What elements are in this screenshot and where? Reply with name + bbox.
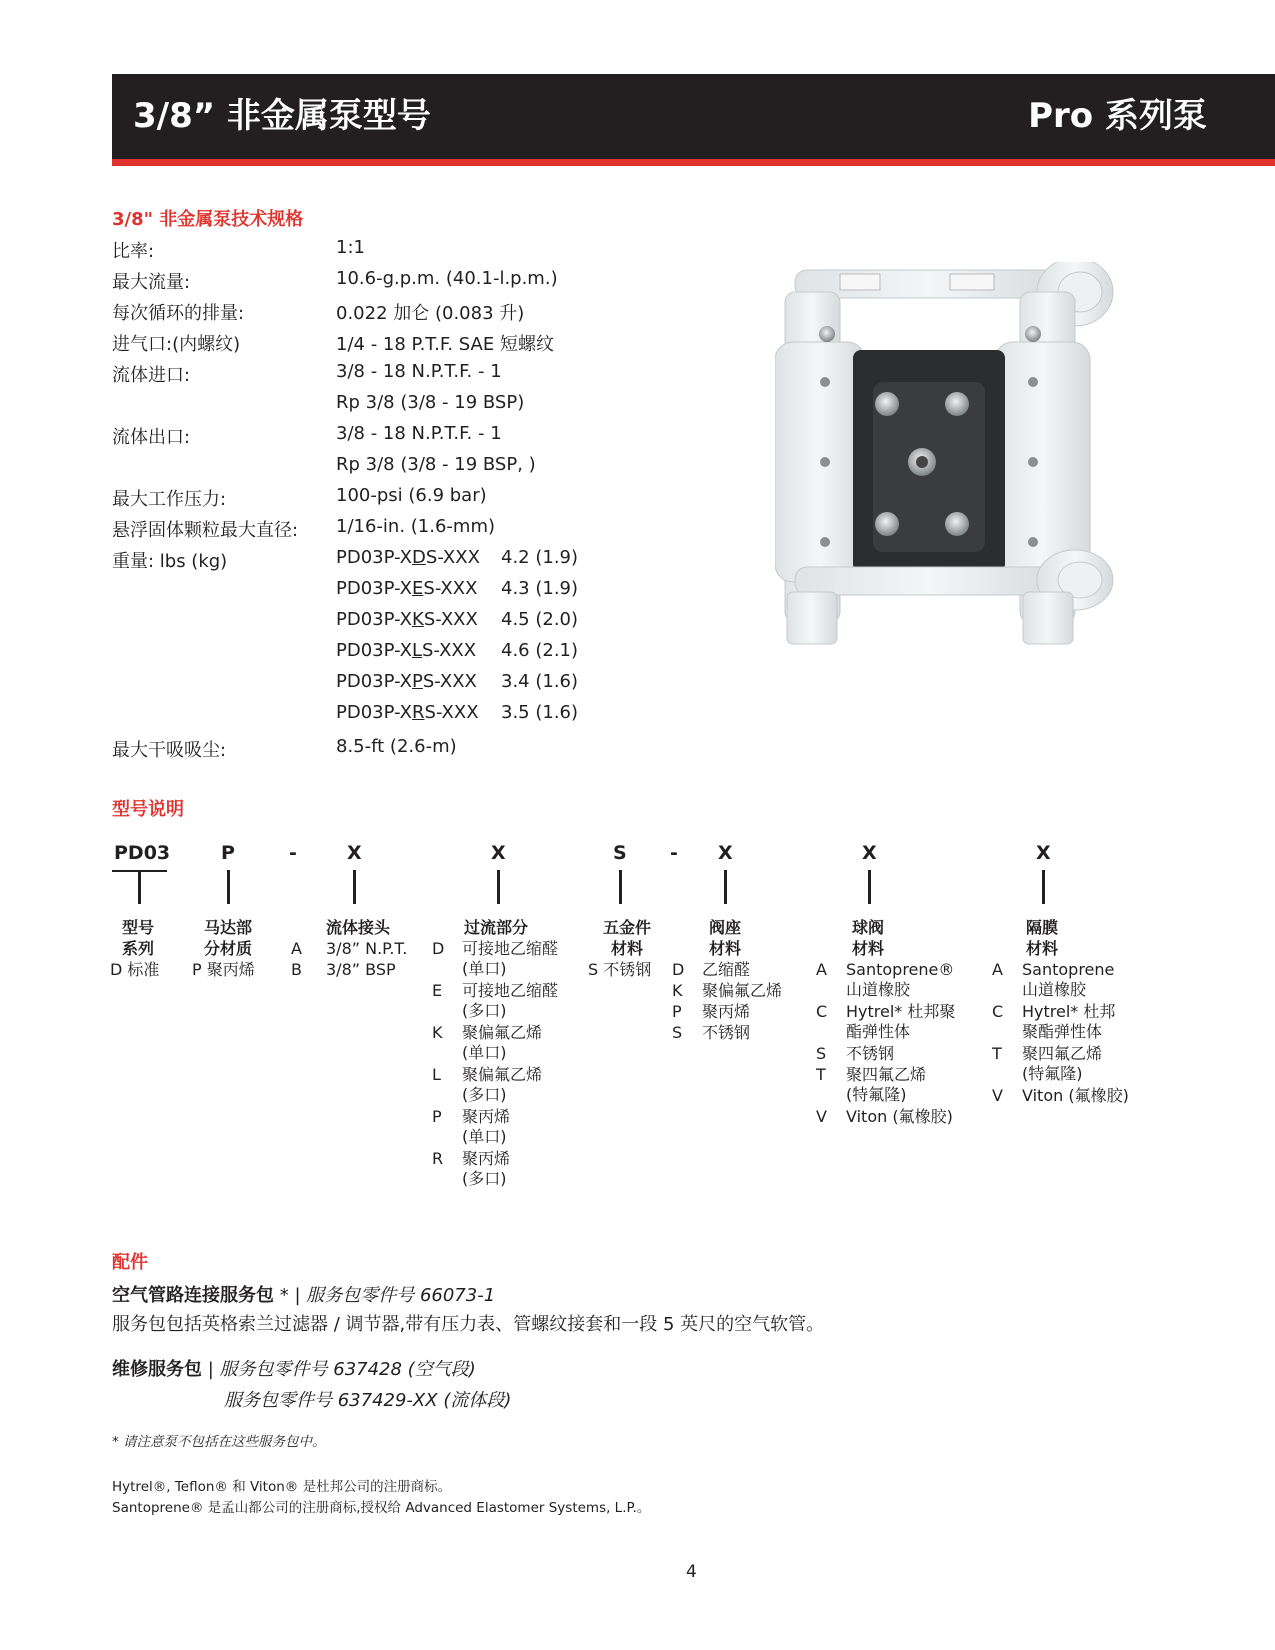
option-list-seat xyxy=(672,959,812,1043)
col-heading: 材料 xyxy=(708,939,741,958)
col-heading: 球阀 xyxy=(851,918,884,937)
option-item xyxy=(672,959,812,980)
col-heading: 马达部 xyxy=(203,918,252,937)
model-code-dash: - xyxy=(289,842,297,864)
weight-model-code: D xyxy=(412,547,426,568)
weight-model-code: P xyxy=(412,671,423,692)
model-col-ball xyxy=(848,917,888,959)
model-code: PD03 xyxy=(114,842,171,864)
model-col-diaphragm xyxy=(1022,917,1062,959)
spec-value-displacement: 0.022 加仑 (0.083 升) xyxy=(336,303,525,324)
option-text: 聚偏氟乙烯 xyxy=(702,981,783,1000)
option-text: 乙缩醛 xyxy=(702,960,751,979)
page-number: 4 xyxy=(686,1562,697,1582)
option-text: 可接地乙缩醛 xyxy=(462,981,559,1000)
option-text: (多口) xyxy=(462,1169,507,1188)
option-letter: P xyxy=(672,1002,682,1021)
option-text: 3/8” BSP xyxy=(326,960,396,979)
weight-model-prefix: PD03P-X xyxy=(336,547,413,568)
option-letter: D xyxy=(672,960,685,979)
spec-value-max-flow: 10.6-g.p.m. (40.1-l.p.m.) xyxy=(336,268,558,289)
repair-kit-line xyxy=(112,1355,476,1381)
weight-model-prefix: PD03P-X xyxy=(336,671,413,692)
option-letter: K xyxy=(672,981,683,1000)
spec-label-fluid-outlet: 流体出口: xyxy=(112,427,191,448)
option-text: Viton (氟橡胶) xyxy=(1022,1086,1129,1105)
code-connector xyxy=(227,870,230,904)
model-heading: 型号说明 xyxy=(112,799,184,820)
spec-value-max-pressure: 100-psi (6.9 bar) xyxy=(336,485,487,506)
model-col-wetted: 过流部分 xyxy=(464,918,529,937)
code-underline xyxy=(112,870,167,872)
option-text: Santoprene® xyxy=(846,960,955,979)
col-heading: 分材质 xyxy=(203,939,252,958)
option-text: 不锈钢 xyxy=(702,1023,751,1042)
option-series: D 标准 xyxy=(110,960,160,979)
option-text: 可接地乙缩醛 xyxy=(462,939,559,958)
option-letter: V xyxy=(992,1086,1003,1105)
option-text: (单口) xyxy=(462,1043,507,1062)
option-text: (单口) xyxy=(462,959,507,978)
weight-model-code: L xyxy=(412,640,423,661)
option-text: (多口) xyxy=(462,1001,507,1020)
spec-value-ratio: 1:1 xyxy=(336,237,365,258)
option-letter: T xyxy=(992,1044,1002,1063)
page-title: 3/8” 非金属泵型号 xyxy=(133,96,431,136)
model-code-dash: - xyxy=(670,842,678,864)
option-letter: A xyxy=(816,960,827,979)
option-text: Hytrel* 杜邦 xyxy=(1022,1002,1116,1021)
option-text: 不锈钢 xyxy=(846,1044,895,1063)
option-letter: K xyxy=(432,1023,443,1042)
option-text: 山道橡胶 xyxy=(846,980,911,999)
option-letter: A xyxy=(992,960,1003,979)
weight-model-suffix: S-XXX xyxy=(422,640,477,661)
option-text: (特氟隆) xyxy=(1022,1064,1083,1083)
weight-model-prefix: PD03P-X xyxy=(336,640,413,661)
option-letter: A xyxy=(291,939,302,958)
option-text: 山道橡胶 xyxy=(1022,980,1087,999)
option-hardware: S 不锈钢 xyxy=(588,960,652,979)
option-list-diaphragm xyxy=(992,959,1162,1106)
weight-value: 3.5 (1.6) xyxy=(501,702,579,723)
specs-heading: 3/8" 非金属泵技术规格 xyxy=(112,209,304,230)
weight-row xyxy=(336,578,579,599)
weight-model-suffix: S-XXX xyxy=(424,702,479,723)
option-item xyxy=(432,938,582,980)
option-item xyxy=(992,1001,1162,1043)
option-text: 聚偏氟乙烯 xyxy=(462,1065,543,1084)
code-connector xyxy=(353,870,356,904)
weight-model-code: K xyxy=(412,609,424,630)
option-list-wetted xyxy=(432,938,582,1190)
option-letter: P xyxy=(432,1107,442,1126)
option-item xyxy=(816,1064,976,1106)
spec-value-fluid-inlet-1: 3/8 - 18 N.P.T.F. - 1 xyxy=(336,361,502,382)
option-item xyxy=(432,980,582,1022)
option-text: 聚四氟乙烯 xyxy=(846,1065,927,1084)
option-text: 聚丙烯 xyxy=(702,1002,751,1021)
code-connector xyxy=(868,870,871,904)
spec-value-dry-lift: 8.5-ft (2.6-m) xyxy=(336,736,457,757)
model-code: S xyxy=(613,842,627,864)
option-text: (单口) xyxy=(462,1127,507,1146)
option-item xyxy=(672,1001,812,1022)
code-connector xyxy=(619,870,622,904)
model-code: X xyxy=(491,842,506,864)
weight-row xyxy=(336,609,579,630)
weight-row xyxy=(336,671,579,692)
col-heading: 五金件 xyxy=(602,918,651,937)
weight-value: 4.6 (2.1) xyxy=(501,640,579,661)
col-heading: 型号 xyxy=(121,918,154,937)
option-item xyxy=(816,1043,976,1064)
model-col-motor xyxy=(198,917,258,959)
trademark-note-2: Santoprene® 是孟山都公司的注册商标,授权给 Advanced Elastomer Systems, L.P.。 xyxy=(112,1500,651,1516)
repair-kit-part-fluid: 服务包零件号 637429-XX (流体段) xyxy=(224,1390,512,1411)
spec-label-air-inlet: 进气口:(内螺纹) xyxy=(112,334,241,355)
spec-label-displacement: 每次循环的排量: xyxy=(112,303,245,324)
separator: * | xyxy=(274,1285,307,1306)
model-col-series xyxy=(110,917,166,959)
option-text: 酯弹性体 xyxy=(846,1022,911,1041)
model-col-seat xyxy=(705,917,745,959)
weight-value: 4.5 (2.0) xyxy=(501,609,579,630)
option-text: Viton (氟橡胶) xyxy=(846,1107,953,1126)
option-item xyxy=(432,1022,582,1064)
weight-value: 3.4 (1.6) xyxy=(501,671,579,692)
repair-kit-part-air: 服务包零件号 637428 (空气段) xyxy=(219,1359,476,1380)
trademark-note-1: Hytrel®, Teflon® 和 Viton® 是杜邦公司的注册商标。 xyxy=(112,1479,452,1495)
option-letter: C xyxy=(816,1002,828,1021)
code-connector xyxy=(138,870,141,904)
spec-value-fluid-outlet-1: 3/8 - 18 N.P.T.F. - 1 xyxy=(336,423,502,444)
weight-model-suffix: S-XXX xyxy=(422,671,477,692)
model-col-hardware xyxy=(597,917,657,959)
option-letter: L xyxy=(432,1065,441,1084)
model-code: P xyxy=(221,842,235,864)
option-letter: V xyxy=(816,1107,827,1126)
weight-model-suffix: S-XXX xyxy=(425,547,480,568)
option-item xyxy=(816,959,976,1001)
option-text: (特氟隆) xyxy=(846,1085,907,1104)
option-text: 聚酯弹性体 xyxy=(1022,1022,1103,1041)
spec-label-ratio: 比率: xyxy=(112,241,155,262)
option-text: 聚丙烯 xyxy=(462,1107,511,1126)
option-letter: S xyxy=(816,1044,827,1063)
model-code: X xyxy=(862,842,877,864)
option-item xyxy=(432,1148,582,1190)
header-accent-stripe xyxy=(112,159,1275,166)
weight-model-prefix: PD03P-X xyxy=(336,578,413,599)
option-item xyxy=(816,1001,976,1043)
accessories-heading: 配件 xyxy=(112,1252,148,1273)
option-letter: D xyxy=(432,939,445,958)
spec-label-weight: 重量: lbs (kg) xyxy=(112,551,228,572)
col-heading: 材料 xyxy=(851,939,884,958)
option-item xyxy=(672,1022,812,1043)
col-heading: 材料 xyxy=(610,939,643,958)
weight-row xyxy=(336,640,579,661)
option-motor: P 聚丙烯 xyxy=(192,960,255,979)
weight-model-code: E xyxy=(412,578,424,599)
weight-model-prefix: PD03P-X xyxy=(336,702,413,723)
model-col-fluid-conn: 流体接头 xyxy=(326,918,391,937)
option-item xyxy=(992,1085,1162,1106)
option-text: Hytrel* 杜邦聚 xyxy=(846,1002,956,1021)
option-letter: C xyxy=(992,1002,1004,1021)
weight-row xyxy=(336,547,579,568)
weight-row xyxy=(336,702,579,723)
weight-model-suffix: S-XXX xyxy=(423,578,478,599)
spec-value-fluid-outlet-2: Rp 3/8 (3/8 - 19 BSP, ) xyxy=(336,454,536,475)
option-item xyxy=(992,1043,1162,1085)
code-connector xyxy=(497,870,500,904)
separator: | xyxy=(202,1359,220,1380)
col-heading: 材料 xyxy=(1025,939,1058,958)
spec-value-air-inlet: 1/4 - 18 P.T.F. SAE 短螺纹 xyxy=(336,334,554,355)
weight-model-suffix: S-XXX xyxy=(423,609,478,630)
air-kit-part-number: 服务包零件号 66073-1 xyxy=(306,1285,496,1306)
option-letter: R xyxy=(432,1149,444,1168)
spec-value-max-solid: 1/16-in. (1.6-mm) xyxy=(336,516,496,537)
repair-kit-title: 维修服务包 xyxy=(112,1359,202,1380)
option-letter: B xyxy=(291,960,302,979)
spec-label-max-solid: 悬浮固体颗粒最大直径: xyxy=(112,520,299,541)
option-letter: T xyxy=(816,1065,826,1084)
spec-label-fluid-inlet: 流体进口: xyxy=(112,365,191,386)
model-code: X xyxy=(718,842,733,864)
option-item xyxy=(672,980,812,1001)
option-text: 聚偏氟乙烯 xyxy=(462,1023,543,1042)
air-kit-line xyxy=(112,1281,495,1307)
option-text: 聚丙烯 xyxy=(462,1149,511,1168)
weight-model-code: R xyxy=(412,702,425,723)
col-heading: 阀座 xyxy=(708,918,741,937)
option-text: Santoprene xyxy=(1022,960,1115,979)
col-heading: 隔膜 xyxy=(1025,918,1058,937)
air-kit-description: 服务包包括英格索兰过滤器 / 调节器,带有压力表、管螺纹接套和一段 5 英尺的空气软管。 xyxy=(112,1314,825,1335)
option-list-ball xyxy=(816,959,976,1127)
service-kit-note: * 请注意泵不包括在这些服务包中。 xyxy=(112,1434,326,1450)
option-item xyxy=(992,959,1162,1001)
spec-value-fluid-inlet-2: Rp 3/8 (3/8 - 19 BSP) xyxy=(336,392,525,413)
option-text: (多口) xyxy=(462,1085,507,1104)
code-connector xyxy=(1042,870,1045,904)
spec-label-max-flow: 最大流量: xyxy=(112,272,191,293)
pump-image xyxy=(775,262,1125,682)
model-code: X xyxy=(1036,842,1051,864)
model-code: X xyxy=(347,842,362,864)
option-item xyxy=(432,1106,582,1148)
option-letter: S xyxy=(672,1023,683,1042)
option-text: 聚四氟乙烯 xyxy=(1022,1044,1103,1063)
spec-label-dry-lift: 最大干吸吸尘: xyxy=(112,740,227,761)
weight-model-prefix: PD03P-X xyxy=(336,609,413,630)
option-text: 3/8” N.P.T. xyxy=(326,939,408,958)
air-kit-title: 空气管路连接服务包 xyxy=(112,1285,274,1306)
option-item xyxy=(816,1106,976,1127)
series-title: Pro 系列泵 xyxy=(1028,96,1207,136)
weight-value: 4.2 (1.9) xyxy=(501,547,579,568)
spec-label-max-pressure: 最大工作压力: xyxy=(112,489,227,510)
option-item xyxy=(432,1064,582,1106)
code-connector xyxy=(724,870,727,904)
col-heading: 系列 xyxy=(121,939,154,958)
weight-value: 4.3 (1.9) xyxy=(501,578,579,599)
option-letter: E xyxy=(432,981,443,1000)
